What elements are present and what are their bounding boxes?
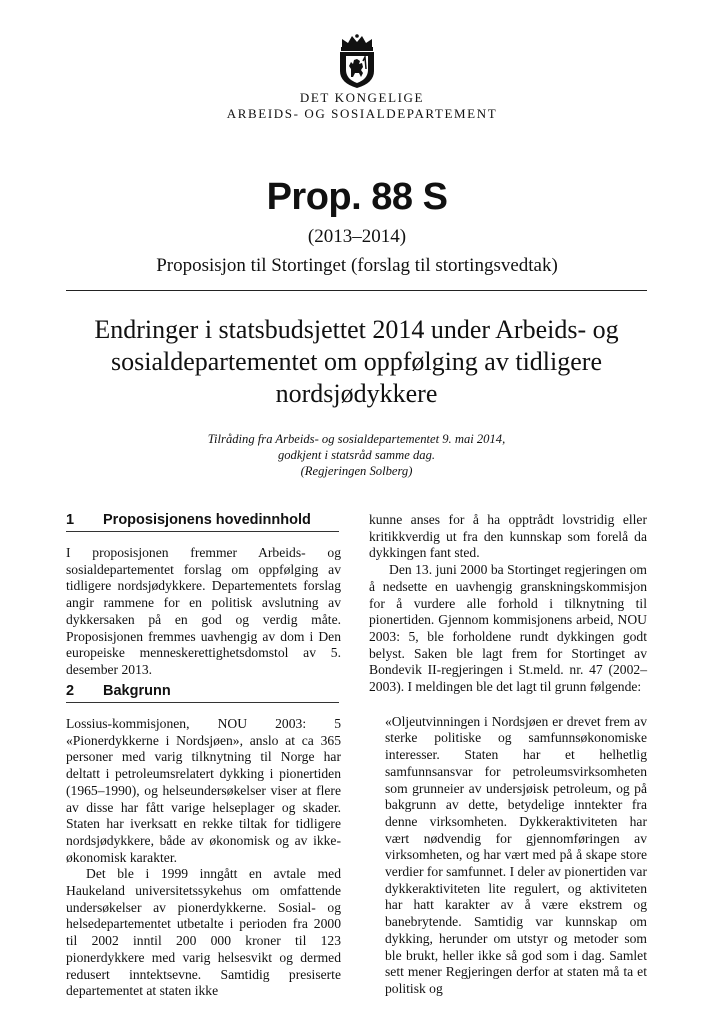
title-divider [66, 290, 647, 291]
document-subtitle: Proposisjon til Stortinget (forslag til stortingsvedtak) [156, 255, 558, 276]
section-2-paragraph-2: Det ble i 1999 inngått en avtale med Haukeland universitetssykehus om omfattende undersøkelser av pionerdykkerne. Sosial- og helsedepartementet utbetalte i perioden fra 2000 til 2002 inntil 200 000 kroner til 123 pionerdykkere med varig helsesvikt og dermed redusert inntektsevne. Samtidig presiserte departementet at staten ikke [66, 866, 341, 999]
section-2-number: 2 [66, 683, 75, 699]
right-column [369, 512, 647, 998]
recommendation-line2: godkjent i statsråd samme dag. [277, 448, 436, 462]
section-1-title: Proposisjonens hovedinnhold [103, 512, 311, 528]
section-1-paragraph: I proposisjonen fremmer Arbeids- og sosialdepartementet forslag om oppfølging av tidligere nordsjødykkere. Departementets forslag angir rammene for en politisk avslutning av dykkersaken på en god og verdig måte. Proposisjonen fremmes uavhengig av dom i Den europeiske menneskerettighetsdomstol av 5. desember 2013. [66, 545, 341, 677]
section-2-paragraph-1: Lossius-kommisjonen, NOU 2003: 5 «Pionerdykkerne i Nordsjøen», anslo at ca 365 personer med varig tilknytning til Norge har deltatt i petroleumsrelatert dykking i pionertiden (1965–1990), og helseundersøkelser viser at flere av disse har fått varige helseplager og skader. Staten har iverksatt en rekke tiltak for tidligere nordsjødykkere, både av økonomisk og av ikke-økonomisk karakter. [66, 716, 341, 865]
section-2-body [66, 716, 341, 1000]
right-column-paragraph-2: Den 13. juni 2000 ba Stortinget regjeringen om å nedsette en uavhengig granskningskommisjon for å vurdere alle forhold i tilknytning til pionertiden. Gjennom kommisjonens arbeid, NOU 2003: 5, ble forholdene rundt dykkingen godt belyst. Saken ble lagt frem for Stortinget av Bondevik II-regjeringen i St.meld. nr. 47 (2002–2003). I meldingen ble det lagt til grunn følgende: [369, 562, 647, 695]
section-1-body [66, 545, 341, 679]
recommendation-line3: (Regjeringen Solberg) [300, 464, 413, 478]
ministry-name-line1: DET KONGELIGE [299, 90, 425, 105]
recommendation-note [66, 431, 647, 479]
right-column-paragraph-1: kunne anses for å ha opptrådt lovstridig eller kritikkverdig ut fra den kunnskap som forelå da dykkingen fant sted. [369, 512, 647, 561]
section-2-title: Bakgrunn [103, 683, 171, 699]
coat-of-arms-icon [334, 33, 380, 89]
section-2-heading [66, 683, 339, 703]
block-quote: «Oljeutvinningen i Nordsjøen er drevet frem av sterke politiske og samfunnsøkonomiske interesser. Staten har et helhetlig samfunnsansvar for petroleumsvirksomheten som grunneier av undersjøisk petroleum, og på bakgrunn av dette, betydelige inntekter fra denne virksomheten. Dykkeraktiviteten har vært nødvendig for gjennomføringen av virksomheten, og har vært med på å skape store verdier for samfunnet. I deler av pionertiden var dykkeraktiviteten lite regulert, og aktiviteten har hatt karakter av å være ekstrem og banebrytende. Samtidig var kunnskap om dykking, herunder om utstyr og metoder som ble brukt, heller ikke så god som i dag. Samlet sett mener Regjeringen derfor at staten må ta et politisk og [385, 713, 647, 996]
main-title: Endringer i statsbudsjettet 2014 under Arbeids- og sosialdepartementet om oppfølging av tidligere nordsjødykkere [94, 315, 619, 408]
section-1-number: 1 [66, 512, 75, 528]
session-years: (2013–2014) [307, 226, 407, 247]
section-1-heading [66, 512, 339, 532]
recommendation-line1: Tilråding fra Arbeids- og sosialdepartementet 9. mai 2014, [207, 432, 506, 446]
ministry-name-line2: ARBEIDS- OG SOSIALDEPARTEMENT [226, 106, 498, 121]
proposition-number: Prop. 88 S [266, 176, 448, 218]
